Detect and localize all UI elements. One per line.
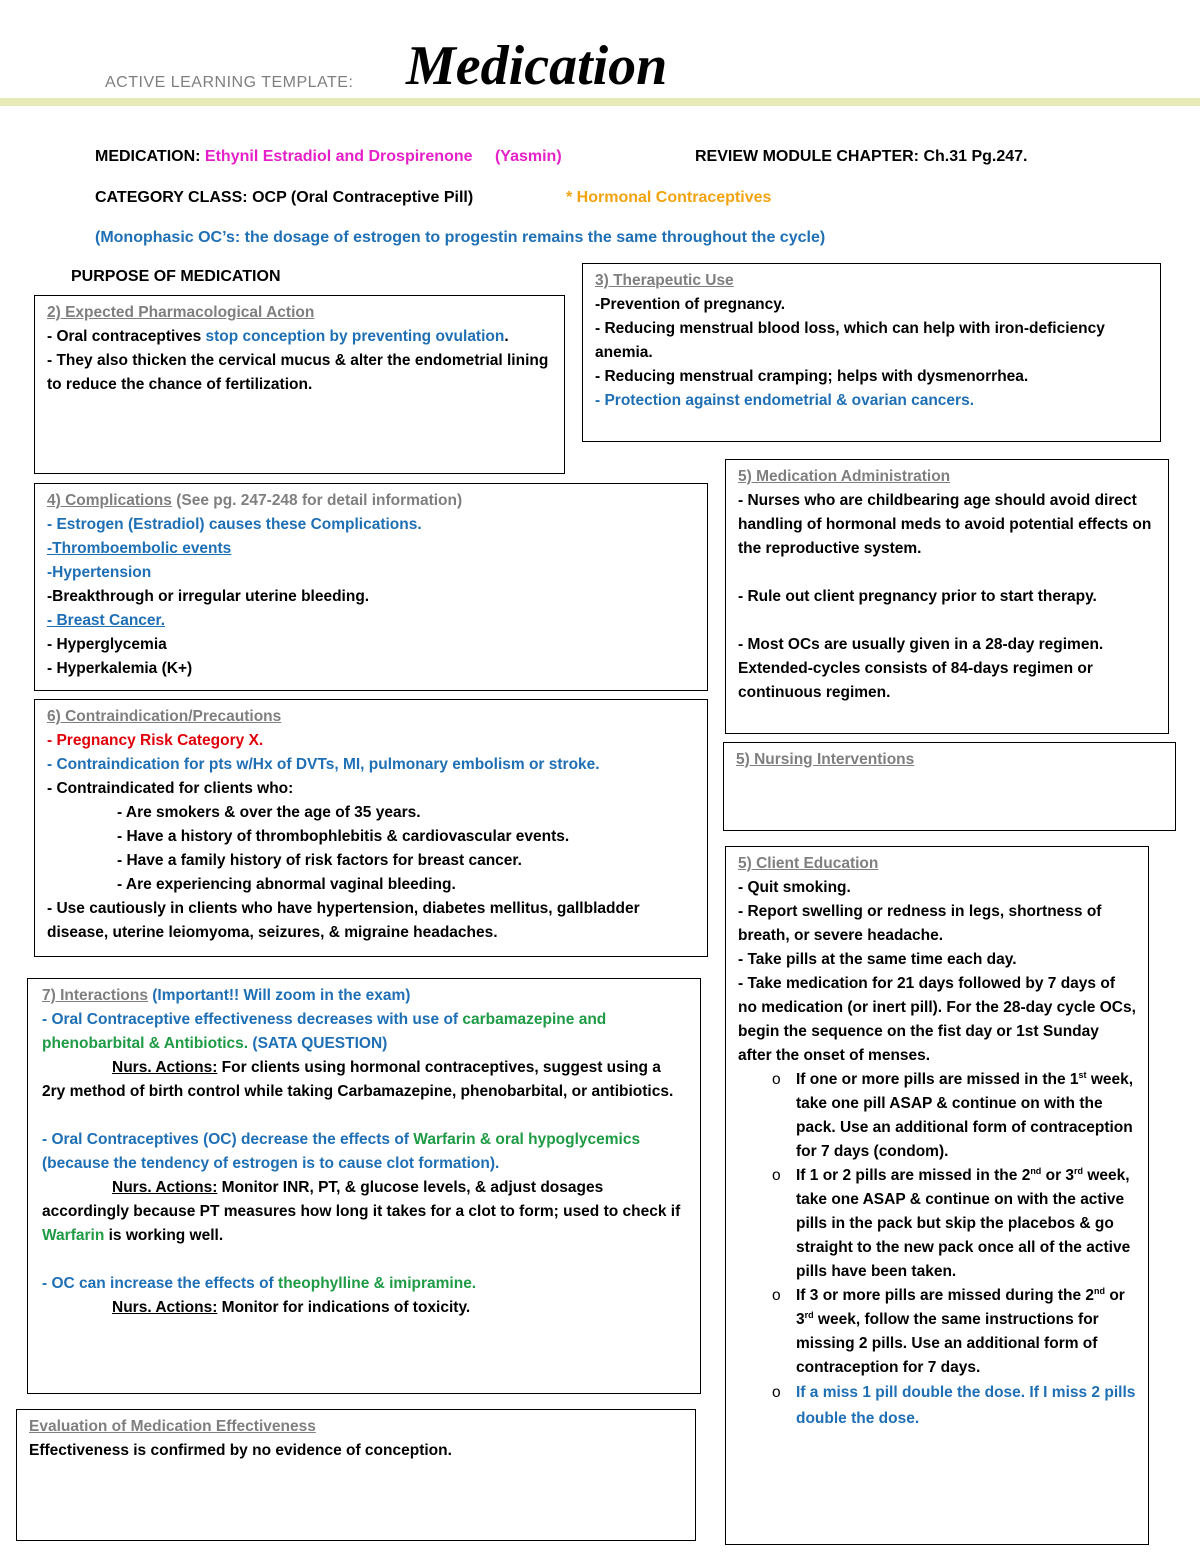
interactions-title: 7) Interactions	[42, 987, 148, 1004]
interaction-item: - Oral Contraceptives (OC) decrease the effects of Warfarin & oral hypoglycemics (because the tendency of estrogen is to cause clot formation).	[42, 1131, 641, 1172]
complication-item: - Hyperglycemia	[47, 636, 167, 653]
contraindication-subitem: - Have a family history of risk factors for breast cancer.	[117, 852, 522, 869]
bullet-icon: o	[772, 1384, 781, 1401]
education-item: - Take medication for 21 days followed by 7 days of no medication (or inert pill). For the 28-day cycle OCs, begin the sequence on the fist day or 1st Sunday after the onset of menses.	[738, 975, 1136, 1064]
category-value: OCP (Oral Contraceptive Pill)	[252, 189, 474, 206]
monophasic-note: (Monophasic OC’s: the dosage of estrogen to progestin remains the same throughout the cycle)	[95, 229, 826, 246]
nursing-action: Nurs. Actions: Monitor for indications of toxicity.	[112, 1299, 471, 1316]
contraindication-item: - Pregnancy Risk Category X.	[47, 732, 264, 749]
interaction-item: - Oral Contraceptive effectiveness decreases with use of carbamazepine and phenobarbital & Antibiotics. (SATA QUESTION)	[42, 1011, 607, 1052]
nursing-interventions-title: 5) Nursing Interventions	[736, 751, 915, 768]
evaluation-box	[16, 1409, 696, 1541]
bullet-icon: o	[772, 1287, 781, 1304]
complication-item: - Estrogen (Estradiol) causes these Complications.	[47, 516, 422, 533]
administration-item: - Rule out client pregnancy prior to start therapy.	[738, 588, 1097, 605]
administration-item: - Nurses who are childbearing age should avoid direct handling of hormonal meds to avoid potential effects on the reproductive system.	[738, 492, 1152, 557]
evaluation-title: Evaluation of Medication Effectiveness	[29, 1418, 316, 1435]
nursing-interventions-box	[723, 742, 1176, 831]
contraindication-subitem: - Are experiencing abnormal vaginal bleeding.	[117, 876, 456, 893]
review-label: REVIEW MODULE CHAPTER:	[695, 148, 919, 165]
complications-heading: 4) Complications (See pg. 247-248 for detail information)	[47, 492, 463, 509]
contraindication-subitem: - Have a history of thrombophlebitis & cardiovascular events.	[117, 828, 570, 845]
purpose-heading: PURPOSE OF MEDICATION	[71, 268, 281, 285]
education-bullet: o If 3 or more pills are missed during the 2nd or 3rd week, follow the same instructions for missing 2 pills. Use an additional form of contraception for 7 days.	[738, 1284, 1136, 1380]
complication-item: - Hyperkalemia (K+)	[47, 660, 193, 677]
interactions-box	[27, 978, 701, 1394]
interaction-item: - OC can increase the effects of theophylline & imipramine.	[42, 1275, 477, 1292]
therapeutic-item: - Reducing menstrual blood loss, which can help with iron-deficiency anemia.	[595, 320, 1105, 361]
contraindication-item: - Contraindication for pts w/Hx of DVTs, MI, pulmonary embolism or stroke.	[47, 756, 600, 773]
header-divider	[0, 98, 1200, 106]
page-title: Medication	[406, 35, 668, 97]
client-education-title: 5) Client Education	[738, 855, 879, 872]
education-bullet: o If 1 or 2 pills are missed in the 2nd or 3rd week, take one ASAP & continue on with the active pills in the pack but skip the placebos & go straight to the new pack once all of the active pills have been taken.	[738, 1164, 1136, 1284]
medication-name: Ethynil Estradiol and Drospirenone	[204, 148, 473, 165]
expected-action-line-2: - They also thicken the cervical mucus & alter the endometrial lining to reduce the chance of fertilization.	[47, 352, 549, 393]
therapeutic-item: -Prevention of pregnancy.	[595, 296, 786, 313]
contraindication-item: - Use cautiously in clients who have hypertension, diabetes mellitus, gallbladder disease, uterine leiomyoma, seizures, & migraine headaches.	[47, 900, 640, 941]
interactions-heading: 7) Interactions (Important!! Will zoom in the exam)	[42, 987, 411, 1004]
category-line	[95, 189, 473, 207]
bullet-icon: o	[772, 1071, 781, 1088]
contraindications-box	[34, 699, 708, 957]
review-line	[695, 148, 1028, 166]
complication-item: -Breakthrough or irregular uterine bleeding.	[47, 588, 370, 605]
review-value: Ch.31 Pg.247.	[923, 148, 1028, 165]
bullet-icon: o	[772, 1167, 781, 1184]
therapeutic-use-box	[582, 263, 1161, 442]
client-education-box	[725, 846, 1149, 1545]
administration-item: - Most OCs are usually given in a 28-day regimen. Extended-cycles consists of 84-days regimen or continuous regimen.	[738, 636, 1104, 701]
education-item: - Quit smoking.	[738, 879, 851, 896]
medication-brand: (Yasmin)	[494, 148, 562, 165]
contraindication-item: - Contraindicated for clients who:	[47, 780, 294, 797]
complication-item: -Hypertension	[47, 564, 152, 581]
category-note: * Hormonal Contraceptives	[566, 189, 772, 206]
therapeutic-item: - Protection against endometrial & ovarian cancers.	[595, 392, 975, 409]
therapeutic-use-title: 3) Therapeutic Use	[595, 272, 734, 289]
nursing-action: Nurs. Actions: For clients using hormonal contraceptives, suggest using a 2ry method of birth control while taking Carbamazepine, phenobarbital, or antibiotics.	[42, 1059, 674, 1100]
education-item: - Report swelling or redness in legs, shortness of breath, or severe headache.	[738, 903, 1102, 944]
contraindication-subitem: - Are smokers & over the age of 35 years.	[117, 804, 421, 821]
expected-action-box	[34, 295, 565, 474]
therapeutic-item: - Reducing menstrual cramping; helps with dysmenorrhea.	[595, 368, 1029, 385]
template-label: ACTIVE LEARNING TEMPLATE:	[105, 74, 354, 91]
complication-item: -Thromboembolic events	[47, 540, 232, 557]
category-label: CATEGORY CLASS:	[95, 189, 248, 206]
administration-box	[725, 459, 1169, 734]
complications-box	[34, 483, 708, 691]
complications-title: 4) Complications	[47, 492, 172, 509]
education-item: - Take pills at the same time each day.	[738, 951, 1017, 968]
education-bullet: o If one or more pills are missed in the 1st week, take one pill ASAP & continue on with the pack. Use an additional form of contraception for 7 days (condom).	[738, 1068, 1136, 1164]
contraindications-title: 6) Contraindication/Precautions	[47, 708, 282, 725]
medication-label: MEDICATION:	[95, 148, 201, 165]
expected-action-title: 2) Expected Pharmacological Action	[47, 304, 315, 321]
expected-action-line-1: - Oral contraceptives stop conception by preventing ovulation.	[47, 328, 509, 345]
administration-title: 5) Medication Administration	[738, 468, 951, 485]
medication-line	[95, 148, 562, 166]
education-bullet: o If a miss 1 pill double the dose. If I miss 2 pills double the dose.	[738, 1380, 1136, 1432]
evaluation-text: Effectiveness is confirmed by no evidence of conception.	[29, 1442, 452, 1459]
nursing-action: Nurs. Actions: Monitor INR, PT, & glucose levels, & adjust dosages accordingly because PT measures how long it takes for a clot to form; used to check if Warfarin is working well.	[42, 1179, 681, 1244]
complication-item: - Breast Cancer.	[47, 612, 166, 629]
